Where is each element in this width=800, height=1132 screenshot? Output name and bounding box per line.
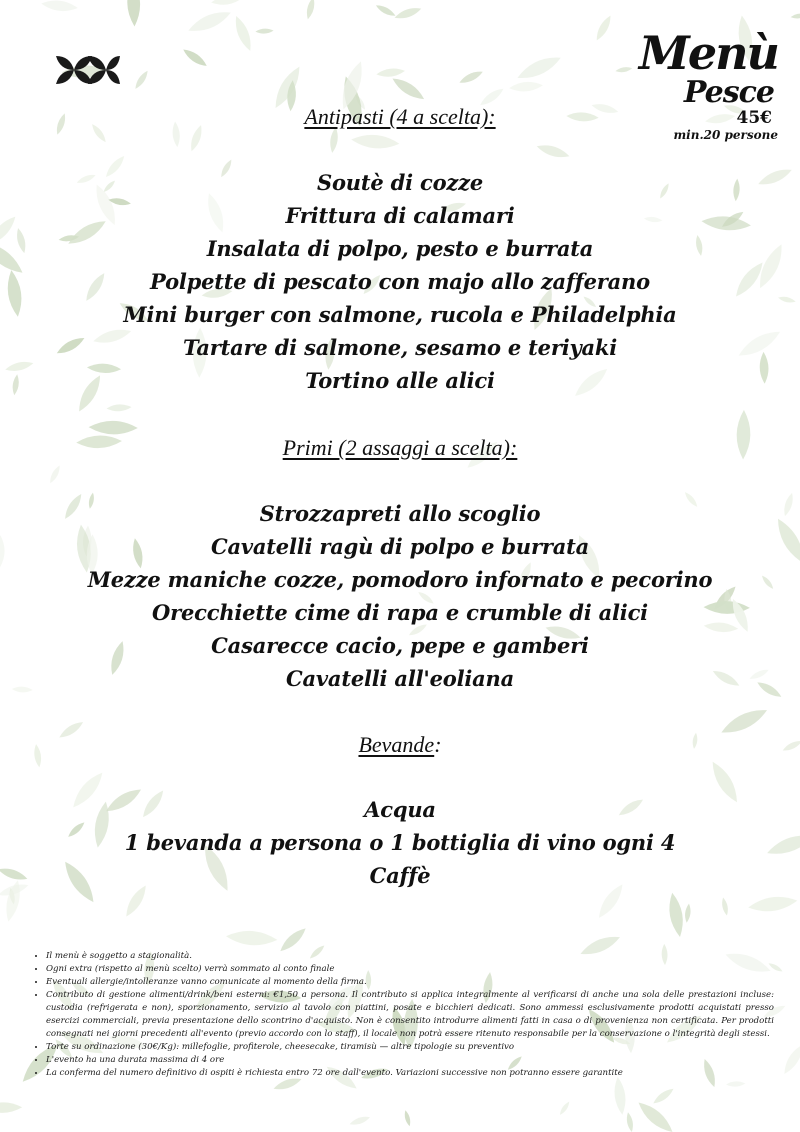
drink-item: 1 bevanda a persona o 1 bottiglia di vino ogni 4 xyxy=(124,830,676,855)
dish-item: Cavatelli all'eoliana xyxy=(285,666,515,691)
dish-item: Polpette di pescato con majo allo zafferano xyxy=(150,269,650,294)
dish-item: Frittura di calamari xyxy=(285,203,515,228)
dish-item: Orecchiette cime di rapa e crumble di alici xyxy=(152,600,648,625)
menu-subtitle: Pesce xyxy=(683,75,774,110)
four-leaf-ornament-icon xyxy=(52,52,122,88)
menu-title: Menù xyxy=(638,26,778,80)
note-item: • Ogni extra (rispetto al menù scelto) verrà sommato al conto finale xyxy=(46,963,774,976)
note-item: • L'evento ha una durata massima di 4 ore xyxy=(46,1054,774,1067)
dish-item: Insalata di polpo, pesto e burrata xyxy=(206,236,594,261)
dish-item: Strozzapreti allo scoglio xyxy=(259,501,541,526)
note-item: • Eventuali allergie/intolleranze vanno comunicate al momento della firma. xyxy=(46,976,774,989)
note-item: • Il menù è soggetto a stagionalità. xyxy=(46,950,774,963)
logo xyxy=(52,52,122,88)
dish-item: Mezze maniche cozze, pomodoro infornato e pecorino xyxy=(87,567,713,592)
section-heading-primi: Primi (2 assaggi a scelta): xyxy=(282,435,518,460)
drink-item: Caffè xyxy=(369,863,431,888)
dish-item: Cavatelli ragù di polpo e burrata xyxy=(210,534,590,559)
menu-price: 45€ xyxy=(736,108,772,128)
drink-item: Acqua xyxy=(364,797,436,822)
section-heading-antipasti: Antipasti (4 a scelta): xyxy=(304,104,496,129)
note-item: • Contributo di gestione alimenti/drink/beni esterni: €1,50 a persona. Il contributo si applica integralmente al verificarsi di anche una sola delle prestazioni incluse: custodia (refrigerata e non), sporzionamento, servizio al tavolo con piattini, posate e bicchieri dedicati. Sono ammessi esclusivamente prodotti acquistati presso esercizi commerciali, previa presentazione dello scontrino d'acquisto. Non è consentito introdurre alimenti fatti in casa o di provenienza non certificata. Per prodotti consegnati nei giorni precedenti all'evento (previo accordo con lo staff), il locale non potrà essere ritenuto responsabile per la conservazione o l'integrità degli stessi. xyxy=(46,989,774,1041)
terms-notes xyxy=(30,950,774,1080)
dish-item: Soutè di cozze xyxy=(317,170,483,195)
note-item: • La conferma del numero definitivo di ospiti è richiesta entro 72 ore dall'evento. Variazioni successive non potranno essere garantite xyxy=(46,1067,774,1080)
dish-item: Mini burger con salmone, rucola e Philadelphia xyxy=(123,302,677,327)
dish-item: Tartare di salmone, sesamo e teriyaki xyxy=(182,335,618,360)
minimum-guests: min.20 persone xyxy=(673,128,778,142)
note-item: • Torte su ordinazione (30€/Kg): millefoglie, profiterole, cheesecake, tiramisù — altre tipologie su preventivo xyxy=(46,1041,774,1054)
dish-item: Tortino alle alici xyxy=(305,368,495,393)
dish-item: Casarecce cacio, pepe e gamberi xyxy=(211,633,589,658)
section-heading-bevande: Bevande: xyxy=(358,732,442,757)
